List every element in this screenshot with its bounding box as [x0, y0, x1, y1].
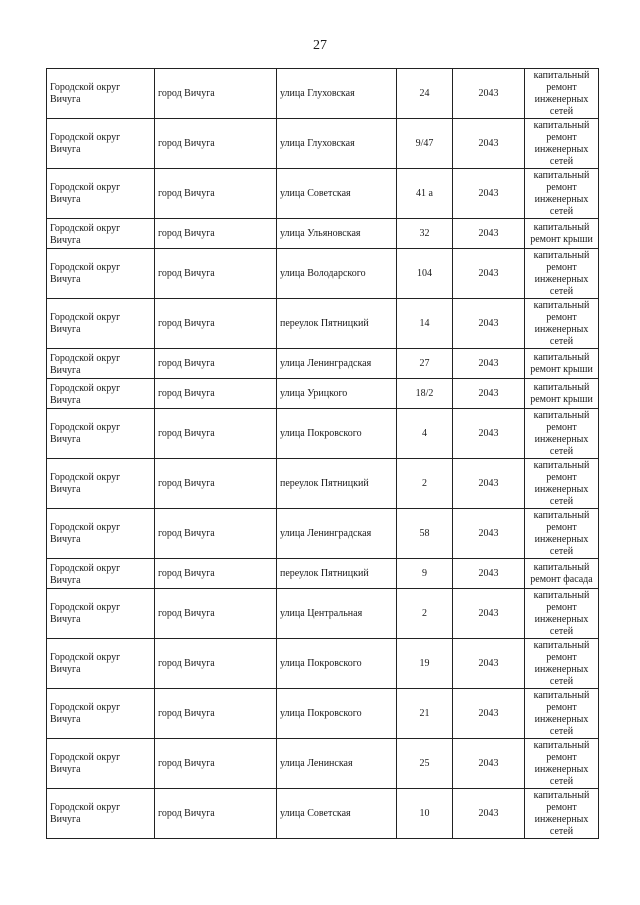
city-cell: город Вичуга [155, 119, 277, 169]
street-cell: улица Глуховская [277, 119, 397, 169]
municipality-cell: Городской округ Вичуга [47, 69, 155, 119]
table-row [47, 119, 599, 169]
house-number-cell: 9 [397, 559, 453, 589]
year-cell: 2043 [453, 739, 525, 789]
work-type-cell: капитальный ремонт инженерных сетей [525, 739, 599, 789]
street-cell: улица Володарского [277, 249, 397, 299]
house-number-cell: 4 [397, 409, 453, 459]
year-cell: 2043 [453, 349, 525, 379]
street-cell: улица Покровского [277, 409, 397, 459]
house-number-cell: 32 [397, 219, 453, 249]
municipality-cell: Городской округ Вичуга [47, 409, 155, 459]
city-cell: город Вичуга [155, 589, 277, 639]
work-type-cell: капитальный ремонт крыши [525, 379, 599, 409]
table-row [47, 299, 599, 349]
street-cell: переулок Пятницкий [277, 459, 397, 509]
street-cell: улица Советская [277, 169, 397, 219]
street-cell: улица Покровского [277, 689, 397, 739]
table-row [47, 789, 599, 839]
municipality-cell: Городской округ Вичуга [47, 299, 155, 349]
municipality-cell: Городской округ Вичуга [47, 219, 155, 249]
street-cell: улица Ленинградская [277, 509, 397, 559]
year-cell: 2043 [453, 409, 525, 459]
city-cell: город Вичуга [155, 639, 277, 689]
municipality-cell: Городской округ Вичуга [47, 349, 155, 379]
year-cell: 2043 [453, 299, 525, 349]
municipality-cell: Городской округ Вичуга [47, 739, 155, 789]
housing-repair-table [46, 68, 599, 839]
city-cell: город Вичуга [155, 459, 277, 509]
year-cell: 2043 [453, 789, 525, 839]
table-row [47, 379, 599, 409]
table-row [47, 169, 599, 219]
work-type-cell: капитальный ремонт инженерных сетей [525, 409, 599, 459]
house-number-cell: 27 [397, 349, 453, 379]
city-cell: город Вичуга [155, 689, 277, 739]
year-cell: 2043 [453, 119, 525, 169]
street-cell: улица Ульяновская [277, 219, 397, 249]
city-cell: город Вичуга [155, 219, 277, 249]
street-cell: улица Советская [277, 789, 397, 839]
work-type-cell: капитальный ремонт крыши [525, 219, 599, 249]
work-type-cell: капитальный ремонт фасада [525, 559, 599, 589]
page-number: 27 [313, 38, 327, 53]
work-type-cell: капитальный ремонт инженерных сетей [525, 789, 599, 839]
house-number-cell: 21 [397, 689, 453, 739]
municipality-cell: Городской округ Вичуга [47, 249, 155, 299]
street-cell: улица Покровского [277, 639, 397, 689]
house-number-cell: 24 [397, 69, 453, 119]
house-number-cell: 19 [397, 639, 453, 689]
table-row [47, 409, 599, 459]
table-row [47, 219, 599, 249]
house-number-cell: 10 [397, 789, 453, 839]
year-cell: 2043 [453, 459, 525, 509]
table-row [47, 559, 599, 589]
house-number-cell: 104 [397, 249, 453, 299]
house-number-cell: 58 [397, 509, 453, 559]
house-number-cell: 18/2 [397, 379, 453, 409]
city-cell: город Вичуга [155, 409, 277, 459]
municipality-cell: Городской округ Вичуга [47, 639, 155, 689]
house-number-cell: 41 а [397, 169, 453, 219]
municipality-cell: Городской округ Вичуга [47, 689, 155, 739]
work-type-cell: капитальный ремонт инженерных сетей [525, 509, 599, 559]
year-cell: 2043 [453, 589, 525, 639]
year-cell: 2043 [453, 379, 525, 409]
house-number-cell: 25 [397, 739, 453, 789]
municipality-cell: Городской округ Вичуга [47, 119, 155, 169]
municipality-cell: Городской округ Вичуга [47, 169, 155, 219]
street-cell: улица Ленинградская [277, 349, 397, 379]
table-row [47, 459, 599, 509]
work-type-cell: капитальный ремонт инженерных сетей [525, 589, 599, 639]
table-row [47, 349, 599, 379]
table-row [47, 739, 599, 789]
table-row [47, 69, 599, 119]
house-number-cell: 2 [397, 589, 453, 639]
year-cell: 2043 [453, 69, 525, 119]
table-row [47, 249, 599, 299]
street-cell: переулок Пятницкий [277, 299, 397, 349]
year-cell: 2043 [453, 509, 525, 559]
municipality-cell: Городской округ Вичуга [47, 459, 155, 509]
year-cell: 2043 [453, 559, 525, 589]
year-cell: 2043 [453, 169, 525, 219]
street-cell: улица Ленинская [277, 739, 397, 789]
house-number-cell: 2 [397, 459, 453, 509]
city-cell: город Вичуга [155, 559, 277, 589]
table-row [47, 639, 599, 689]
table-row [47, 589, 599, 639]
city-cell: город Вичуга [155, 169, 277, 219]
city-cell: город Вичуга [155, 249, 277, 299]
street-cell: переулок Пятницкий [277, 559, 397, 589]
city-cell: город Вичуга [155, 379, 277, 409]
year-cell: 2043 [453, 219, 525, 249]
year-cell: 2043 [453, 249, 525, 299]
municipality-cell: Городской округ Вичуга [47, 379, 155, 409]
year-cell: 2043 [453, 689, 525, 739]
street-cell: улица Глуховская [277, 69, 397, 119]
street-cell: улица Урицкого [277, 379, 397, 409]
city-cell: город Вичуга [155, 739, 277, 789]
city-cell: город Вичуга [155, 349, 277, 379]
municipality-cell: Городской округ Вичуга [47, 559, 155, 589]
year-cell: 2043 [453, 639, 525, 689]
municipality-cell: Городской округ Вичуга [47, 509, 155, 559]
municipality-cell: Городской округ Вичуга [47, 589, 155, 639]
work-type-cell: капитальный ремонт инженерных сетей [525, 69, 599, 119]
work-type-cell: капитальный ремонт крыши [525, 349, 599, 379]
work-type-cell: капитальный ремонт инженерных сетей [525, 299, 599, 349]
municipality-cell: Городской округ Вичуга [47, 789, 155, 839]
city-cell: город Вичуга [155, 789, 277, 839]
work-type-cell: капитальный ремонт инженерных сетей [525, 119, 599, 169]
work-type-cell: капитальный ремонт инженерных сетей [525, 249, 599, 299]
city-cell: город Вичуга [155, 509, 277, 559]
table-body [47, 69, 599, 839]
house-number-cell: 14 [397, 299, 453, 349]
city-cell: город Вичуга [155, 69, 277, 119]
street-cell: улица Центральная [277, 589, 397, 639]
work-type-cell: капитальный ремонт инженерных сетей [525, 169, 599, 219]
work-type-cell: капитальный ремонт инженерных сетей [525, 639, 599, 689]
table-row [47, 689, 599, 739]
house-number-cell: 9/47 [397, 119, 453, 169]
work-type-cell: капитальный ремонт инженерных сетей [525, 459, 599, 509]
city-cell: город Вичуга [155, 299, 277, 349]
work-type-cell: капитальный ремонт инженерных сетей [525, 689, 599, 739]
table-row [47, 509, 599, 559]
